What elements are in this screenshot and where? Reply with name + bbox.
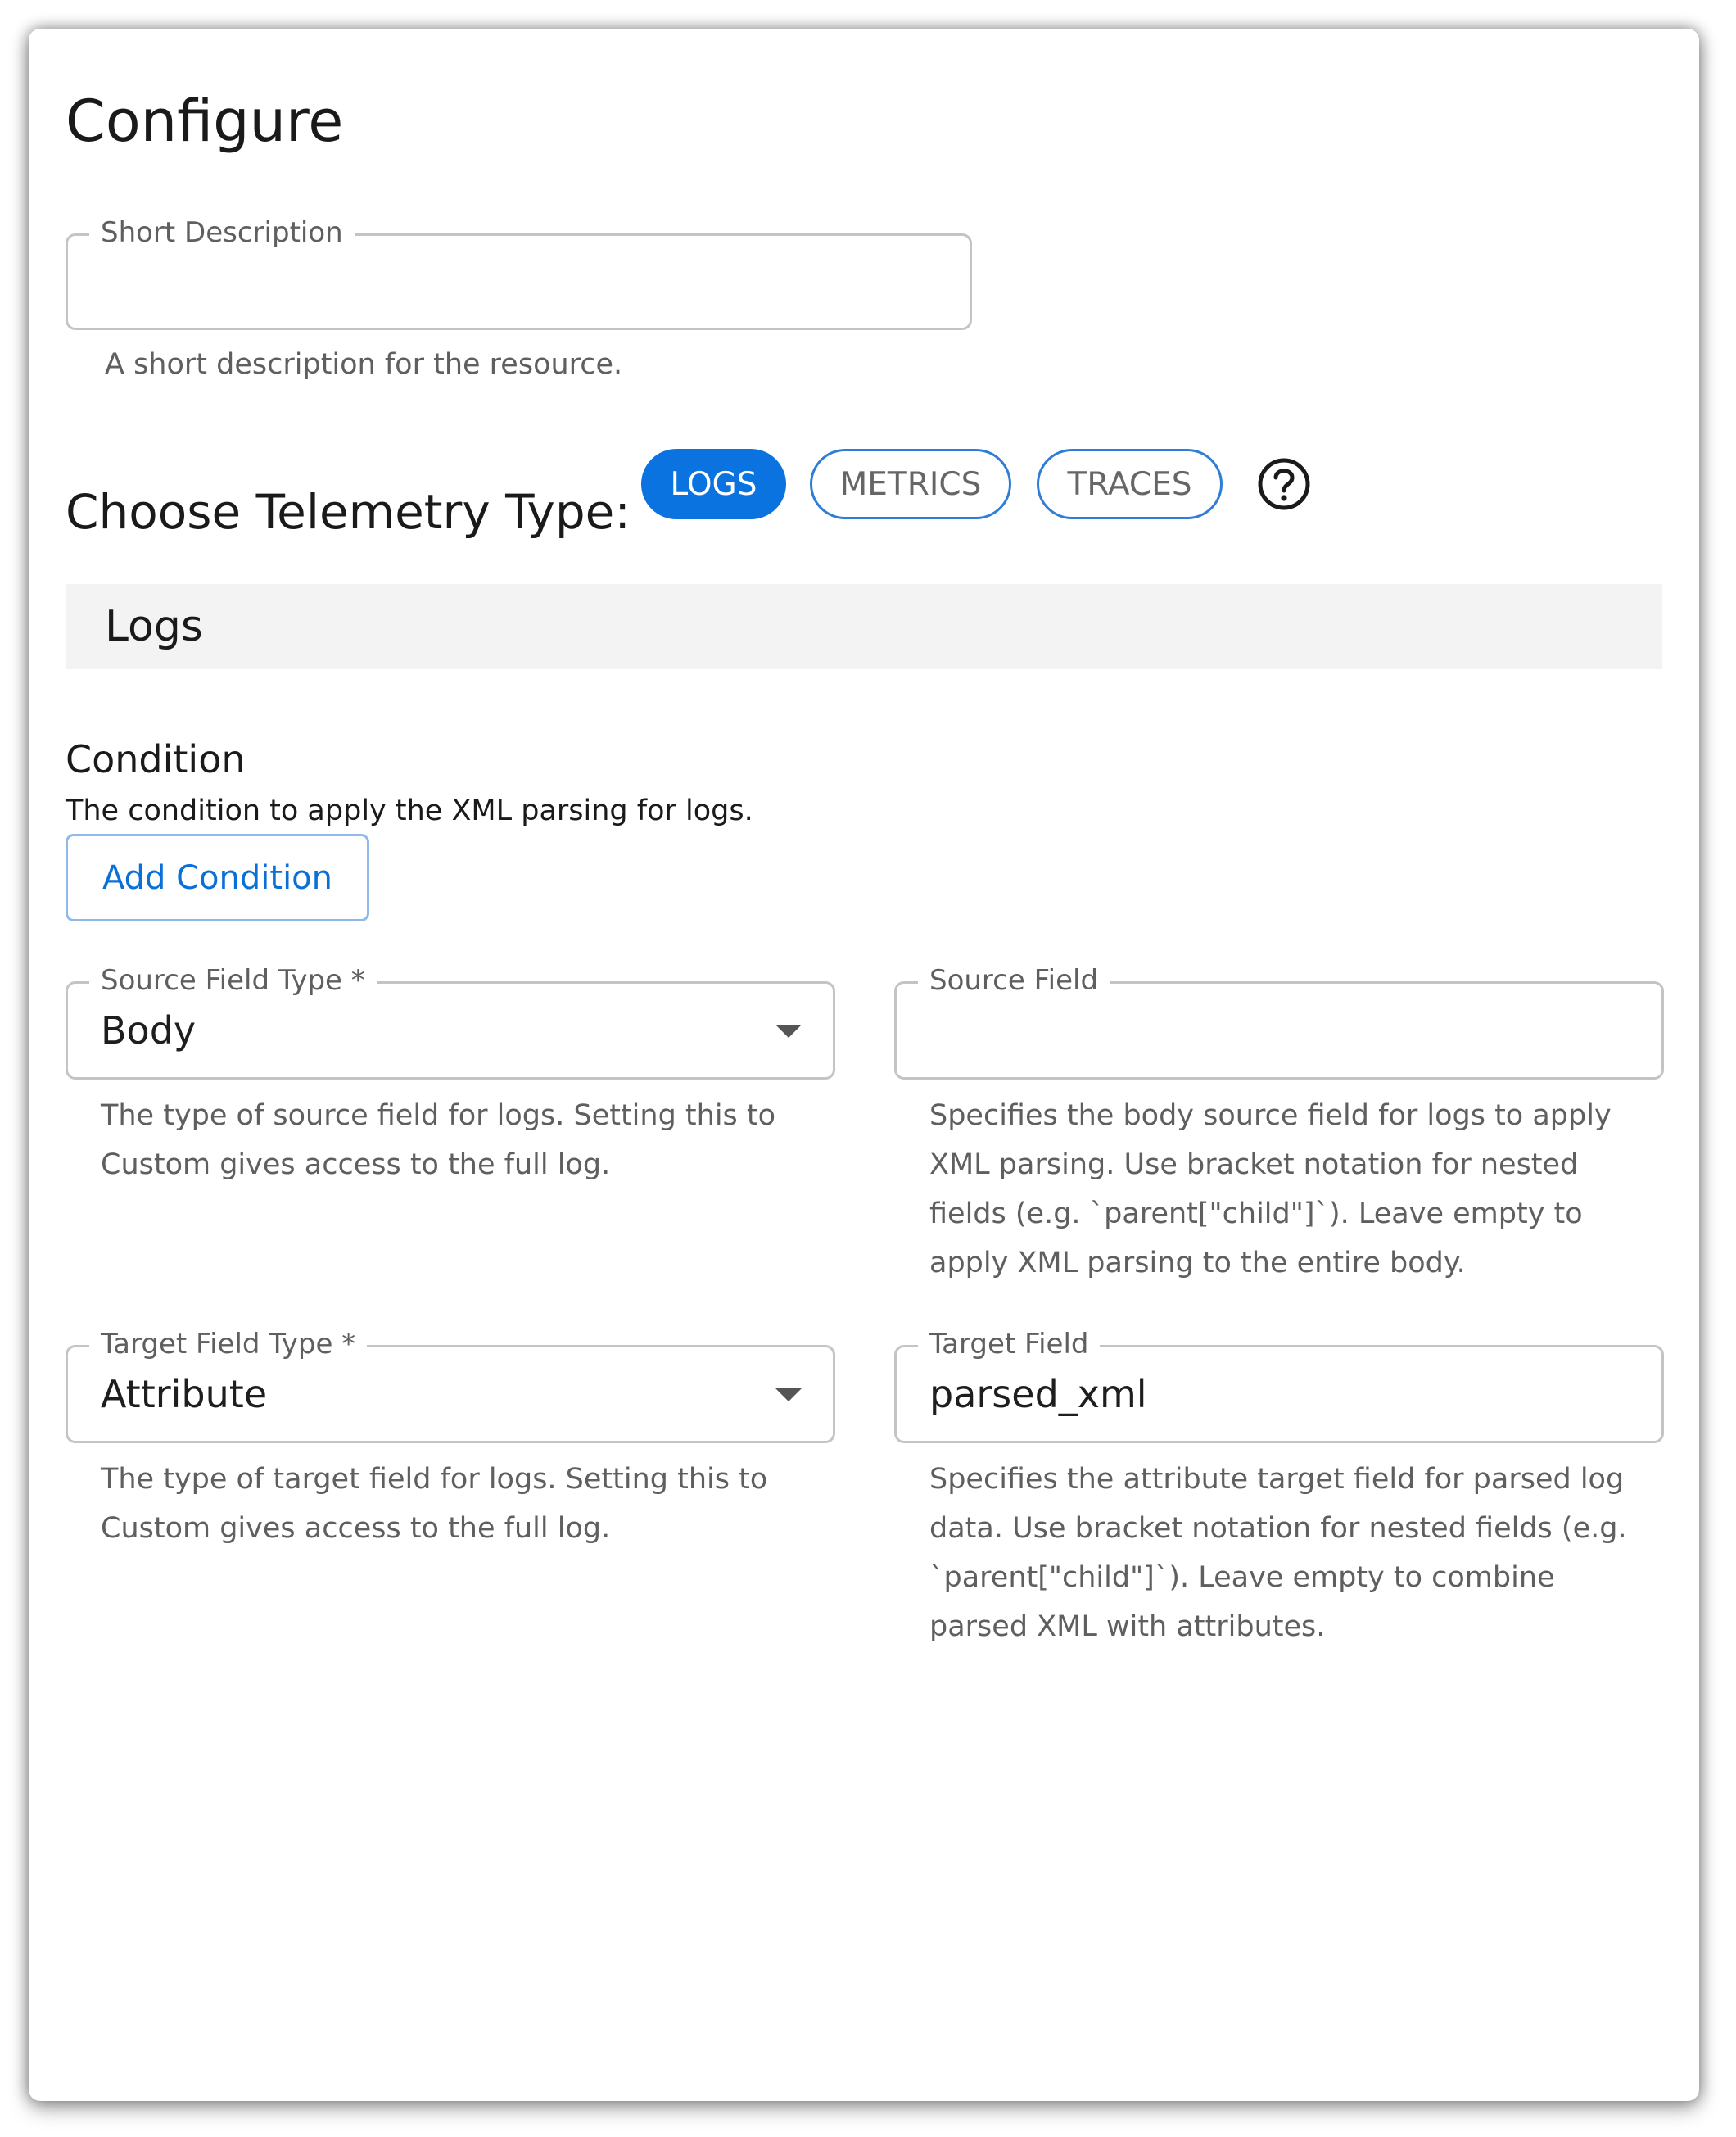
target-field-label: Target Field <box>918 1323 1100 1365</box>
logs-section-header <box>66 584 1662 669</box>
add-condition-button[interactable]: Add Condition <box>66 834 369 921</box>
source-field-label: Source Field <box>918 959 1110 1002</box>
logs-section-title: Logs <box>105 602 203 651</box>
source-field-input[interactable] <box>894 964 1664 1080</box>
question-circle-icon[interactable] <box>1257 457 1311 511</box>
telemetry-chip-metrics[interactable]: METRICS <box>810 449 1011 519</box>
condition-title: Condition <box>66 737 246 781</box>
telemetry-chip-traces[interactable]: TRACES <box>1037 449 1223 519</box>
target-field-type-select[interactable] <box>66 1328 835 1443</box>
source-field-type-value: Body <box>101 1008 197 1053</box>
target-field-input[interactable] <box>894 1328 1664 1443</box>
source-field-type-select[interactable] <box>66 964 835 1080</box>
condition-description: The condition to apply the XML parsing for logs. <box>66 795 753 827</box>
target-field-type-helper: The type of target field for logs. Setting this to Custom gives access to the full log. <box>101 1463 768 1545</box>
source-field-type-label: Source Field Type * <box>89 959 377 1002</box>
source-field-type-helper: The type of source field for logs. Setting this to Custom gives access to the full log. <box>101 1099 776 1181</box>
telemetry-type-label: Choose Telemetry Type: <box>66 484 631 540</box>
short-description-label: Short Description <box>89 211 355 254</box>
chevron-down-icon <box>775 1388 802 1401</box>
chevron-down-icon <box>775 1025 802 1038</box>
configure-card <box>29 29 1699 2101</box>
page-title: Configure <box>66 88 344 155</box>
source-field-helper: Specifies the body source field for logs to apply XML parsing. Use bracket notation for nested fields (e.g. `parent["child"]`). Leave empty to apply XML parsing to the entire body. <box>929 1099 1612 1279</box>
target-field-type-label: Target Field Type * <box>89 1323 367 1365</box>
target-field-helper: Specifies the attribute target field for parsed log data. Use bracket notation for nested fields (e.g. `parent["child"]`). Leave empty to combine parsed XML with attributes. <box>929 1463 1627 1643</box>
target-field-value: parsed_xml <box>929 1372 1147 1416</box>
short-description-helper: A short description for the resource. <box>105 348 623 381</box>
target-field-type-value: Attribute <box>101 1372 268 1416</box>
telemetry-chip-logs[interactable]: LOGS <box>641 449 786 519</box>
short-description-input[interactable] <box>66 216 972 330</box>
